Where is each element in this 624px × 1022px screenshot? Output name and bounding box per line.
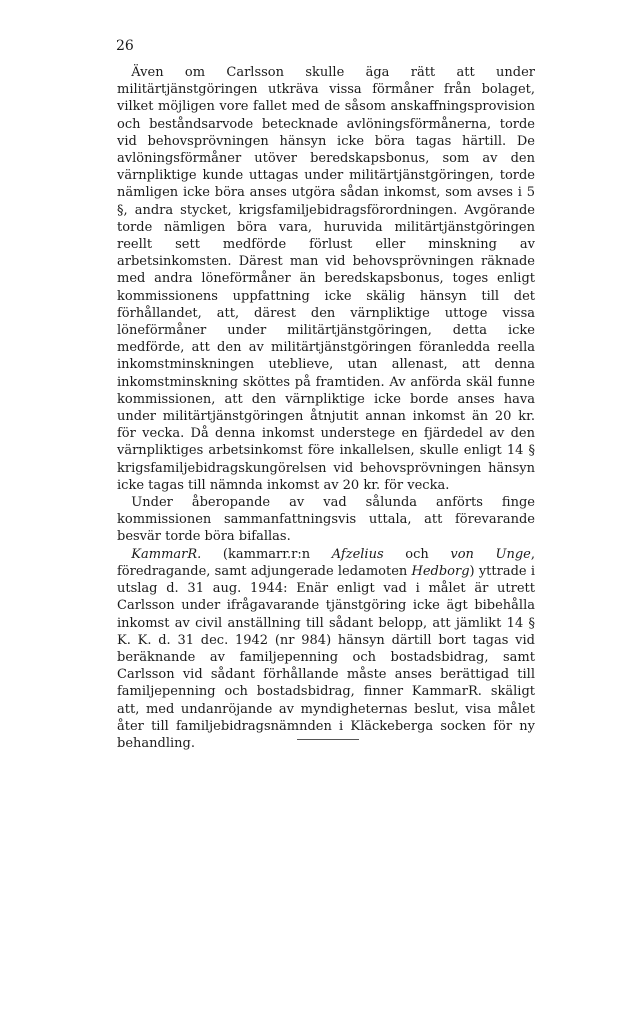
page-number: 26	[116, 38, 134, 54]
ruling-text-part2: och	[383, 546, 451, 562]
judge-name-afzelius: Afzelius	[331, 546, 384, 562]
ruling-text-part3: , föredragande, samt adjungerade ledamoten	[117, 546, 535, 579]
ruling-text-part1: (kammarr.r:n	[201, 546, 332, 562]
section-separator-rule	[297, 739, 359, 740]
body-text	[117, 64, 535, 752]
paragraph-court-ruling	[117, 546, 535, 752]
judge-name-von-unge: von Unge	[450, 546, 531, 562]
judge-name-hedborg: Hedborg	[411, 563, 470, 579]
court-abbreviation: KammarR.	[131, 546, 202, 562]
ruling-text-part4: ) yttrade i utslag d. 31 aug. 1944: Enär enligt vad i målet är utrett Carlsson under ifrågavarande tjänstgöring icke ägt bibehålla inkomst av civil anställning till sådant belopp, att jämlikt 14 § K. K. d. 31 dec. 1942 (nr 984) hänsyn därtill bort tagas vid beräknande av familjepenning och bostadsbidrag, samt Carlsson vid sådant förhållande måste anses berättigad till familjepenning och bostadsbidrag, finner KammarR. skäligt att, med undanröjande av myndigheternas beslut, visa målet åter till familjebidragsnämnden i Kläckeberga socken för ny behandling.	[117, 563, 535, 751]
paragraph-commission-summary: Under åberopande av vad sålunda anförts finge kommissionen sammanfattningsvis uttala, att förevarande besvär torde böra bifallas.	[117, 495, 535, 545]
paragraph-carlsson-argument: Även om Carlsson skulle äga rätt att under militärtjänstgöringen utkräva vissa förmåner från bolaget, vilket möjligen vore fallet med de såsom anskaffningsprovision och beståndsarvode betecknade avlöningsförmånerna, torde vid behovsprövningen hänsyn icke böra tagas härtill. De avlöningsförmåner utöver beredskapsbonus, som av den värnpliktige kunde uttagas under militärtjänstgöringen, torde nämligen icke böra anses utgöra sådan inkomst, som avses i 5 §, andra stycket, krigsfamiljebidragsförordningen. Avgörande torde nämligen böra vara, huruvida militärtjänstgöringen reellt sett medförde förlust eller minskning av arbetsinkomsten. Därest man vid behovsprövningen räknade med andra löneförmåner än beredskapsbonus, toges enligt kommissionens uppfattning icke skälig hänsyn till det förhållandet, att, därest den värnpliktige uttoge vissa löneförmåner under militärtjänstgöringen, detta icke medförde, att den av militärtjänstgöringen föranledda reella inkomstminskningen uteblieve, utan allenast, att denna inkomstminskning sköttes på framtiden. Av anförda skäl funne kommissionen, att den värnpliktige icke borde anses hava under militärtjänstgöringen åtnjutit annan inkomst än 20 kr. för vecka. Då denna inkomst understege en fjärdedel av den värnpliktiges arbetsinkomst före inkallelsen, skulle enligt 14 § krigsfamiljebidragskungörelsen vid behovsprövningen hänsyn icke tagas till nämnda inkomst av 20 kr. för vecka.	[117, 65, 535, 493]
